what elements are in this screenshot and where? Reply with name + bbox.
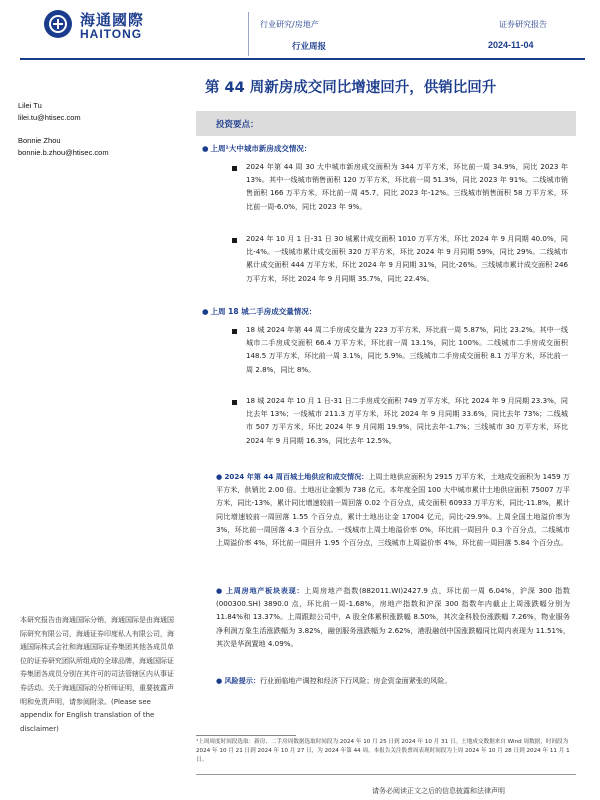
section-heading: ● 上周¹大中城市新房成交情况：: [202, 144, 312, 153]
author-email[interactable]: lilei.tu@htisec.com: [18, 113, 81, 122]
section-heading: 2024 年第 44 周百城土地供应和成交情况：: [224, 472, 369, 481]
paragraph: 18 城 2024 年 10 月 1 日-31 日二手房成交面积 749 万平方米，环比 2024 年 9 月同期 23.3%，同比去年 13%；一线城市 211.3 万平方米，环比 2024 年 9 月同期 33.6%，同比去年 73%；二线城市 507 万平方米，环比 2024 年 9 月同期 19.9%，同比去年-1.7%；三线城市 30 万平方米，环比 2024 年 9 月同期 16.3%，同比去年 12.5%。: [246, 396, 569, 445]
logo-chinese-name: 海通國際: [80, 11, 145, 29]
footnote-rule: [196, 735, 296, 736]
footer-rule: [196, 774, 576, 775]
bullet-icon: ●: [202, 144, 209, 153]
author-email[interactable]: bonnie.b.zhou@htisec.com: [18, 148, 109, 157]
section-heading: 上周房地产板块表现：: [225, 586, 305, 595]
paragraph: 2024 年 10 月 1 日-31 日 30 城累计成交面积 1010 万平方米，环比 2024 年 9 月同期 40.0%，同比-4%。一线城市累计成交面积 320 万平方米，环比 2024 年 9 月同期 59%，同比 29%。二线城市累计成交面积 444 万平方米，环比 2024 年 9 月同期 31%，同比-26%。三线城市累计成交面积 246 万平方米，环比 2024 年 9 月同期 35.7%，同比 22.4%。: [246, 234, 568, 283]
footnote: ¹上周周度时间段选取：新房、二手房周数据选取时间段为 2024 年 10 月 25 日到 2024 年 10 月 31 日。土地成交数据来自 Wind 周数据，时间段为 2024 年 10 月 21 日到 2024 年 10 月 27 日，为 2024 年第 44 周。本报告关注股票周表现时间段为上周 2024 年 10 月 28 日到 2024 年 11 月 1 日。: [196, 739, 570, 763]
bullet-icon: ●: [202, 307, 209, 316]
square-bullet-icon: [232, 166, 237, 171]
bottom-note: 请务必阅读正文之后的信息披露和法律声明: [372, 787, 505, 795]
section-heading: ● 上周 18 城二手房成交量情况：: [202, 307, 317, 316]
report-title: 第 44 周新房成交同比增速回升，供销比回升: [205, 80, 497, 96]
header-divider: [248, 12, 249, 56]
bullet-icon: ●: [216, 472, 223, 481]
paragraph: ● 风险提示：行业面临地产调控和经济下行风险；房企资金面紧张的风险。: [216, 676, 452, 685]
disclaimer-text: 本研究报告由海通国际分销，海通国际是由海通国际研究有限公司，海通证券印度私人有限公司，海通国际株式会社和海通国际证券集团其他各成员单位的证券研究团队所组成的全球品牌，海通国际证券集团各成员分别在其许可的司法管辖区内从事证券活动。关于海通国际的分析师证明，重要披露声明和免责声明，请参阅附录。(Please see appendix for English translation of the disclaimer): [20, 616, 174, 733]
header-category: 行业研究/房地产: [260, 20, 319, 29]
square-bullet-icon: [232, 329, 237, 334]
paragraph: ● 2024 年第 44 周百城土地供应和成交情况：上周土地供应面积为 2915 万平方米，土地成交面积为 1459 万平方米，供销比 2.00 倍。土地出让金额为 738 亿元。本年度全国 100 大中城市累计土地供应面积 75007 万平方米，同比-13%，累计同比增速较前一周回落 0.02 个百分点，成交面积 60933 万平方米，同比-11.8%，累计同比增速较前一周回落 1.55 个百分点，累计土地出让金 17004 亿元，同比-29.9%。上周全国土地溢价率为 3%，环比前一周回落 4.3 个百分点。一线城市上周土地溢价率 0%，环比前一周回升 0.3 个百分点，二线城市上周溢价率 4%，环比前一周回升 1.95 个百分点，三线城市上周溢价率 4%，环比前一周回落 5.84 个百分点。: [216, 472, 570, 548]
haitong-logo-icon: [44, 10, 72, 38]
header-date: 2024-11-04: [488, 40, 534, 50]
author-name: Bonnie Zhou: [18, 136, 61, 145]
header-report-type: 行业周报: [292, 42, 327, 52]
bullet-icon: ●: [216, 586, 223, 595]
author-name: Lilei Tu: [18, 101, 42, 110]
bullet-icon: ●: [216, 676, 223, 685]
square-bullet-icon: [232, 238, 237, 243]
header-report-label: 证券研究报告: [499, 20, 547, 29]
key-points-label: 投资要点：: [216, 120, 259, 130]
section-heading: 风险提示：: [224, 676, 260, 685]
paragraph: ● 上周房地产板块表现：上周房地产指数(882011.WI)2427.9 点，环比前一周 6.04%，沪深 300 指数(000300.SH) 3890.0 点，环比前一周-1.68%，房地产指数和沪深 300 指数年内截止上周涨跌幅分别为 11.84%和 13.37%。上周跟踪公司中，A 股全体累积涨跌幅 8.50%，其次金科股份涨跌幅 7.26%，物业服务净利润万象生活涨跌幅为 3.82%，融创服务涨跌幅为 2.62%，港股融创中国涨跌幅同比周内表现为 11.51%，其次是华润置地 4.09%。: [216, 586, 570, 648]
header-rule: [20, 58, 585, 60]
logo-english-name: HAITONG: [80, 27, 143, 41]
paragraph: 2024 年第 44 周 30 大中城市新房成交面积为 344 万平方米，环比前一周 34.9%，同比 2023 年 13%。其中一线城市销售面积 120 万平方米，环比前一周 51.3%，同比 2023 年 91%。二线城市销售面积 166 万平方米，环比前一周 45.7、同比 2023 年-12%。三线城市销售面积 58 万平方米，环比前一周-6.0%，同比 2023 年 9%。: [246, 162, 568, 211]
paragraph: 18 城 2024 年第 44 周二手房成交量为 223 万平方米，环比前一周 5.87%，同比 23.2%。其中一线城市二手房成交面积 66.4 万平方米，环比前一周 13.1%，同比 100%。二线城市二手房成交面积 148.5 万平方米，环比前一周 3.1%，同比 5.9%。三线城市二手房成交面积 8.1 万平方米，环比前一周 2.8%，同比 8%。: [246, 325, 568, 374]
square-bullet-icon: [232, 400, 237, 405]
